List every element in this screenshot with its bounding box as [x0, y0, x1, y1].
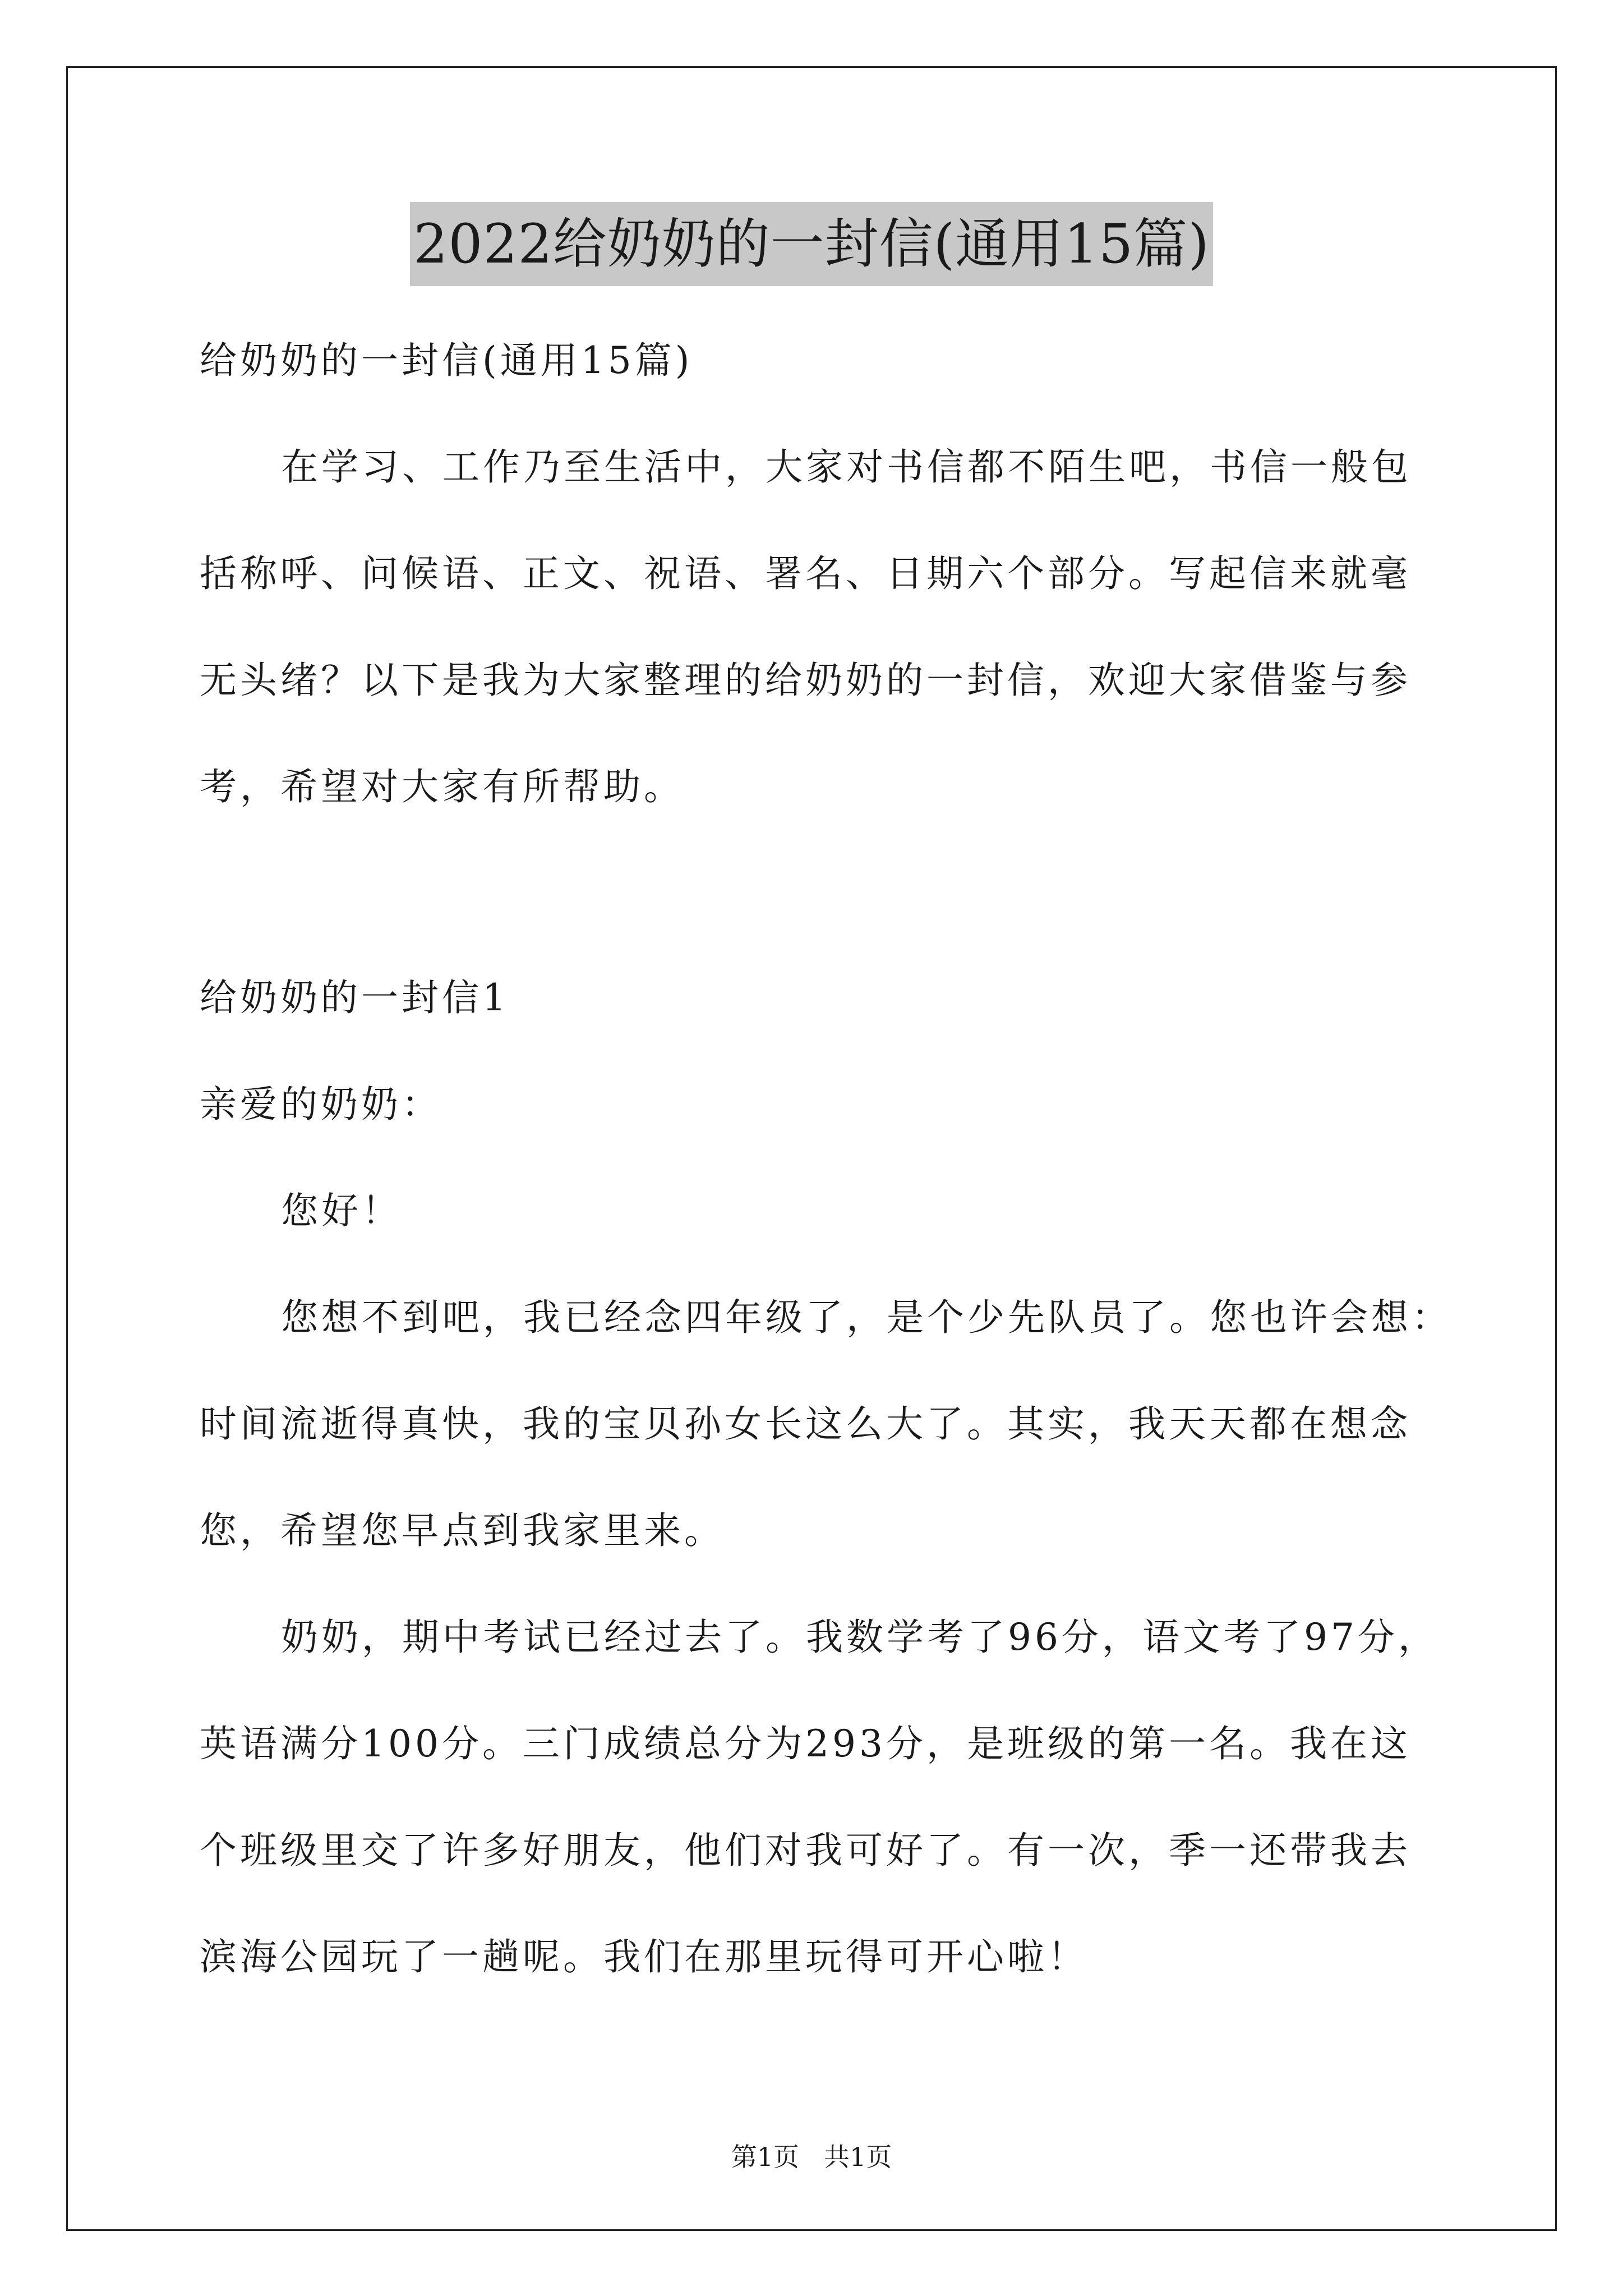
paragraph-line: 您想不到吧，我已经念四年级了，是个少先队员了。您也许会想：: [281, 1296, 1452, 1339]
paragraph-line: 滨海公园玩了一趟呢。我们在那里玩得可开心啦！: [200, 1935, 1088, 1978]
letter-greeting: 您好！: [281, 1189, 402, 1232]
paragraph-line: 英语满分100分。三门成绩总分为293分，是班级的第一名。我在这: [200, 1722, 1411, 1765]
paragraph-line: 个班级里交了许多好朋友，他们对我可好了。有一次，季一还带我去: [200, 1829, 1411, 1872]
letter-paragraph-2: [200, 1584, 1439, 2010]
document-title: 2022给奶奶的一封信(通用15篇): [410, 202, 1212, 286]
intro-paragraph: [200, 414, 1439, 840]
page-number-total: 共1页: [824, 2142, 892, 2172]
section-spacer: [200, 840, 1439, 945]
paragraph-line: 在学习、工作乃至生活中，大家对书信都不陌生吧，书信一般包: [281, 445, 1412, 489]
letter-salutation: 亲爱的奶奶：: [200, 1083, 442, 1126]
page-number-current: 第1页: [731, 2142, 799, 2172]
paragraph-line: 您，希望您早点到我家里来。: [200, 1509, 725, 1552]
paragraph-line: 时间流逝得真快，我的宝贝孙女长这么大了。其实，我天天都在想念: [200, 1402, 1411, 1446]
document-body: [200, 307, 1452, 2010]
letter-heading: 给奶奶的一封信1: [200, 976, 509, 1019]
letter-paragraph-1: [200, 1264, 1452, 1584]
paragraph-line: 考，希望对大家有所帮助。: [200, 765, 684, 808]
paragraph-line: 括称呼、问候语、正文、祝语、署名、日期六个部分。写起信来就毫: [200, 552, 1411, 595]
title-container: [0, 202, 1623, 286]
paragraph-line: 无头绪？以下是我为大家整理的给奶奶的一封信，欢迎大家借鉴与参: [200, 659, 1411, 702]
page-footer: [0, 2140, 1623, 2174]
subtitle: 给奶奶的一封信(通用15篇): [200, 339, 693, 382]
paragraph-line: 奶奶，期中考试已经过去了。我数学考了96分，语文考了97分，: [281, 1616, 1438, 1659]
